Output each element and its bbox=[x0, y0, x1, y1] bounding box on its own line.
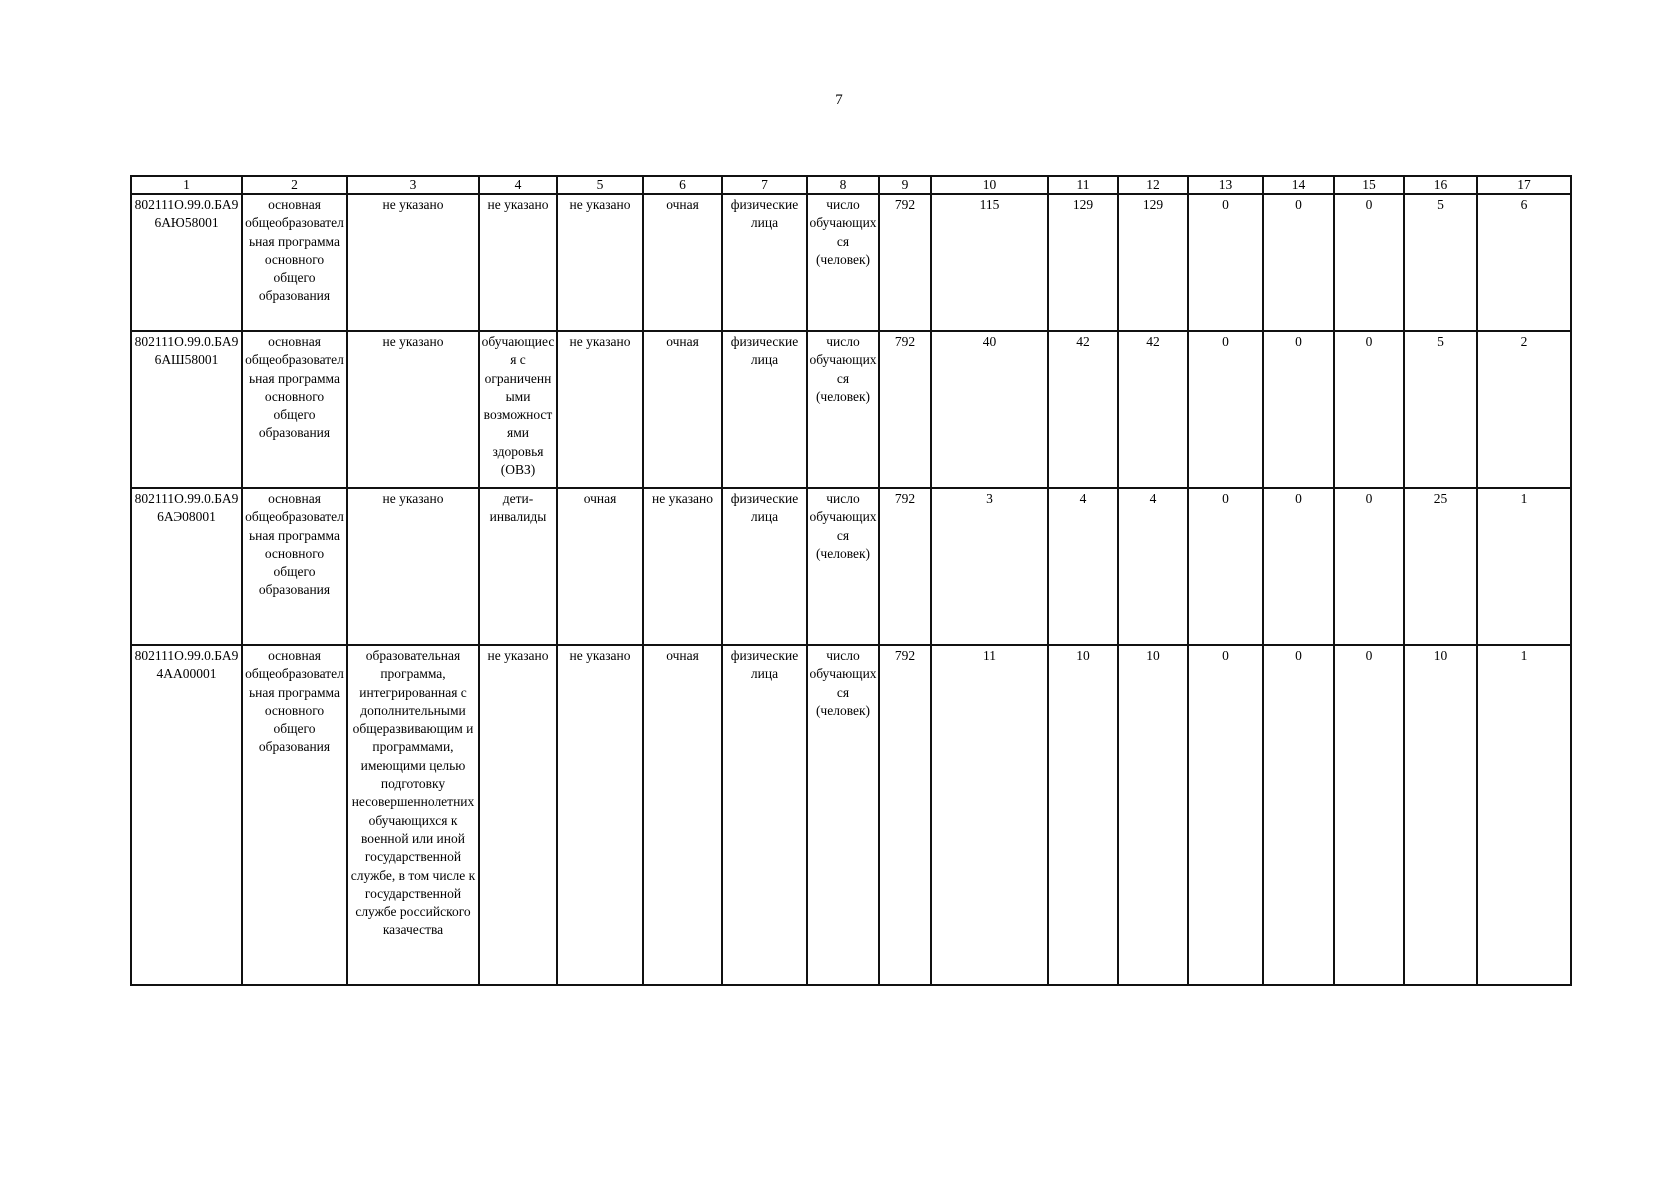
col-header: 6 bbox=[643, 176, 722, 194]
col-header: 11 bbox=[1048, 176, 1118, 194]
cell-col15: 0 bbox=[1334, 645, 1404, 985]
cell-col15: 0 bbox=[1334, 194, 1404, 331]
header-row bbox=[131, 176, 1571, 194]
cell-col7: физические лица bbox=[722, 488, 807, 645]
col-header: 1 bbox=[131, 176, 242, 194]
cell-col9: 792 bbox=[879, 331, 931, 488]
cell-col5: не указано bbox=[557, 331, 643, 488]
table-row bbox=[131, 488, 1571, 645]
cell-col6: очная bbox=[643, 331, 722, 488]
cell-col3: не указано bbox=[347, 194, 479, 331]
cell-program: основная общеобразовательная программа основного общего образования bbox=[242, 645, 347, 985]
cell-col11: 42 bbox=[1048, 331, 1118, 488]
col-header: 12 bbox=[1118, 176, 1188, 194]
cell-col4: дети-инвалиды bbox=[479, 488, 557, 645]
col-header: 4 bbox=[479, 176, 557, 194]
cell-col10: 11 bbox=[931, 645, 1048, 985]
col-header: 10 bbox=[931, 176, 1048, 194]
cell-program: основная общеобразовательная программа основного общего образования bbox=[242, 331, 347, 488]
cell-col15: 0 bbox=[1334, 331, 1404, 488]
cell-col4: не указано bbox=[479, 645, 557, 985]
cell-col8: число обучающихся (человек) bbox=[807, 331, 879, 488]
cell-program: основная общеобразовательная программа основного общего образования bbox=[242, 194, 347, 331]
cell-col12: 10 bbox=[1118, 645, 1188, 985]
cell-col6: не указано bbox=[643, 488, 722, 645]
cell-col17: 1 bbox=[1477, 488, 1571, 645]
cell-col14: 0 bbox=[1263, 331, 1334, 488]
cell-col5: не указано bbox=[557, 194, 643, 331]
cell-col11: 129 bbox=[1048, 194, 1118, 331]
cell-col11: 10 bbox=[1048, 645, 1118, 985]
table-row bbox=[131, 194, 1571, 331]
table-row bbox=[131, 645, 1571, 985]
cell-col16: 10 bbox=[1404, 645, 1477, 985]
cell-col14: 0 bbox=[1263, 645, 1334, 985]
cell-col7: физические лица bbox=[722, 194, 807, 331]
page-number: 7 bbox=[835, 92, 843, 108]
cell-col13: 0 bbox=[1188, 488, 1263, 645]
cell-col15: 0 bbox=[1334, 488, 1404, 645]
col-header: 2 bbox=[242, 176, 347, 194]
cell-col10: 3 bbox=[931, 488, 1048, 645]
cell-col14: 0 bbox=[1263, 194, 1334, 331]
cell-col13: 0 bbox=[1188, 645, 1263, 985]
cell-col16: 25 bbox=[1404, 488, 1477, 645]
cell-col3: не указано bbox=[347, 331, 479, 488]
cell-col17: 1 bbox=[1477, 645, 1571, 985]
col-header: 13 bbox=[1188, 176, 1263, 194]
cell-col10: 115 bbox=[931, 194, 1048, 331]
col-header: 8 bbox=[807, 176, 879, 194]
col-header: 15 bbox=[1334, 176, 1404, 194]
cell-col11: 4 bbox=[1048, 488, 1118, 645]
cell-col7: физические лица bbox=[722, 645, 807, 985]
table-row bbox=[131, 331, 1571, 488]
cell-col16: 5 bbox=[1404, 331, 1477, 488]
cell-col12: 4 bbox=[1118, 488, 1188, 645]
col-header: 5 bbox=[557, 176, 643, 194]
cell-code: 802111О.99.0.БА94АА00001 bbox=[131, 645, 242, 985]
cell-col9: 792 bbox=[879, 645, 931, 985]
col-header: 9 bbox=[879, 176, 931, 194]
cell-col17: 6 bbox=[1477, 194, 1571, 331]
cell-col7: физические лица bbox=[722, 331, 807, 488]
col-header: 16 bbox=[1404, 176, 1477, 194]
col-header: 14 bbox=[1263, 176, 1334, 194]
col-header: 17 bbox=[1477, 176, 1571, 194]
cell-col13: 0 bbox=[1188, 331, 1263, 488]
cell-col5: не указано bbox=[557, 645, 643, 985]
cell-col9: 792 bbox=[879, 488, 931, 645]
cell-program: основная общеобразовательная программа основного общего образования bbox=[242, 488, 347, 645]
cell-col8: число обучающихся (человек) bbox=[807, 194, 879, 331]
cell-col12: 42 bbox=[1118, 331, 1188, 488]
cell-col9: 792 bbox=[879, 194, 931, 331]
cell-col16: 5 bbox=[1404, 194, 1477, 331]
cell-col8: число обучающихся (человек) bbox=[807, 488, 879, 645]
cell-code: 802111О.99.0.БА96АЭ08001 bbox=[131, 488, 242, 645]
cell-col12: 129 bbox=[1118, 194, 1188, 331]
cell-col5: очная bbox=[557, 488, 643, 645]
cell-col3: не указано bbox=[347, 488, 479, 645]
cell-code: 802111О.99.0.БА96АШ58001 bbox=[131, 331, 242, 488]
services-table bbox=[130, 175, 1572, 986]
col-header: 7 bbox=[722, 176, 807, 194]
cell-col8: число обучающихся (человек) bbox=[807, 645, 879, 985]
cell-col3: образовательная программа, интегрированная с дополнительными общеразвивающим и программами, имеющими целью подготовку несовершеннолетних обучающихся к военной или иной государственной службе, в том числе к государственной службе российского казачества bbox=[347, 645, 479, 985]
cell-code: 802111О.99.0.БА96АЮ58001 bbox=[131, 194, 242, 331]
cell-col17: 2 bbox=[1477, 331, 1571, 488]
cell-col4: не указано bbox=[479, 194, 557, 331]
cell-col6: очная bbox=[643, 194, 722, 331]
col-header: 3 bbox=[347, 176, 479, 194]
cell-col4: обучающиеся с ограниченными возможностями здоровья (ОВЗ) bbox=[479, 331, 557, 488]
cell-col10: 40 bbox=[931, 331, 1048, 488]
cell-col6: очная bbox=[643, 645, 722, 985]
cell-col13: 0 bbox=[1188, 194, 1263, 331]
cell-col14: 0 bbox=[1263, 488, 1334, 645]
